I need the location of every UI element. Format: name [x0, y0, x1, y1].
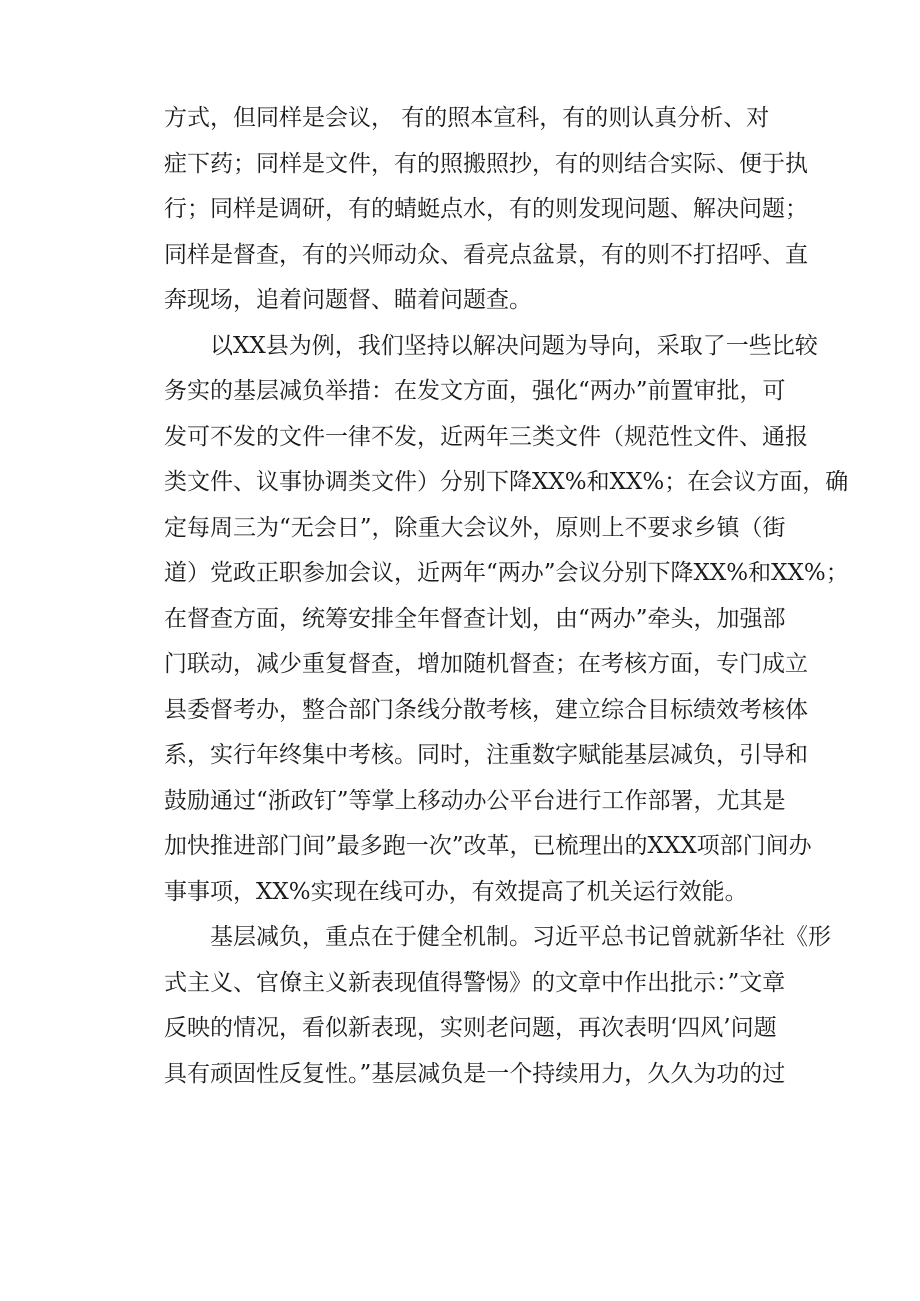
text-line: 事事项，XX%实现在线可办，有效提高了机关运行效能。 [164, 878, 748, 905]
text-line: 具有顽固性反复性。”基层减负是一个持续用力，久久为功的过 [164, 1060, 786, 1087]
text-line: 务实的基层减负举措：在发文方面，强化“两办”前置审批，可 [164, 378, 786, 404]
text-line: 类文件、议事协调类文件）分别下降XX%和XX%；在会议方面，确 [164, 469, 849, 495]
text-line: 奔现场，追着问题督、瞄着问题查。 [164, 287, 532, 313]
text-line: 系，实行年终集中考核。同时，注重数字赋能基层减负，引导和 [164, 742, 808, 768]
text-line: 定每周三为“无会日”，除重大会议外，原则上不要求乡镇（街 [164, 514, 786, 541]
text-line: 方式，但同样是会议， 有的照本宣科，有的则认真分析、对 [164, 105, 770, 131]
text-line: 反映的情况，看似新表现，实则老问题，再次表明‘四风’问题 [164, 1015, 777, 1041]
text-line: 发可不发的文件一律不发，近两年三类文件（规范性文件、通报 [164, 423, 808, 450]
text-line: 以XX县为例，我们坚持以解决问题为导向，采取了一些比较 [210, 332, 818, 359]
paragraph-1 [164, 96, 808, 324]
text-line: 同样是督查，有的兴师动众、看亮点盆景，有的则不打招呼、直 [164, 241, 808, 268]
paragraph-3 [164, 915, 831, 1097]
text-line: 加快推进部门间”最多跑一次”改革，已梳理出的XXX项部门间办 [164, 833, 812, 859]
text-line: 行；同样是调研，有的蜻蜓点水，有的则发现问题、解决问题； [164, 196, 808, 222]
paragraph-2 [164, 324, 849, 916]
text-line: 基层减负，重点在于健全机制。习近平总书记曾就新华社《形 [210, 924, 831, 950]
text-line: 县委督考办，整合部门条线分散考核，建立综合目标绩效考核体 [164, 696, 808, 723]
text-line: 门联动，减少重复督查，增加随机督查；在考核方面，专门成立 [164, 651, 808, 677]
text-line: 式主义、官僚主义新表现值得警惕》的文章中作出批示：”文章 [164, 969, 786, 996]
text-line: 鼓励通过“浙政钉”等掌上移动办公平台进行工作部署，尤其是 [164, 787, 786, 814]
text-line: 道）党政正职参加会议，近两年“两办”会议分别下降XX%和XX%； [164, 560, 849, 586]
text-line: 在督查方面，统筹安排全年督查计划，由“两办”牵头，加强部 [164, 605, 786, 632]
text-line: 症下药；同样是文件，有的照搬照抄，有的则结合实际、便于执 [164, 150, 808, 177]
document-body [164, 96, 849, 1097]
